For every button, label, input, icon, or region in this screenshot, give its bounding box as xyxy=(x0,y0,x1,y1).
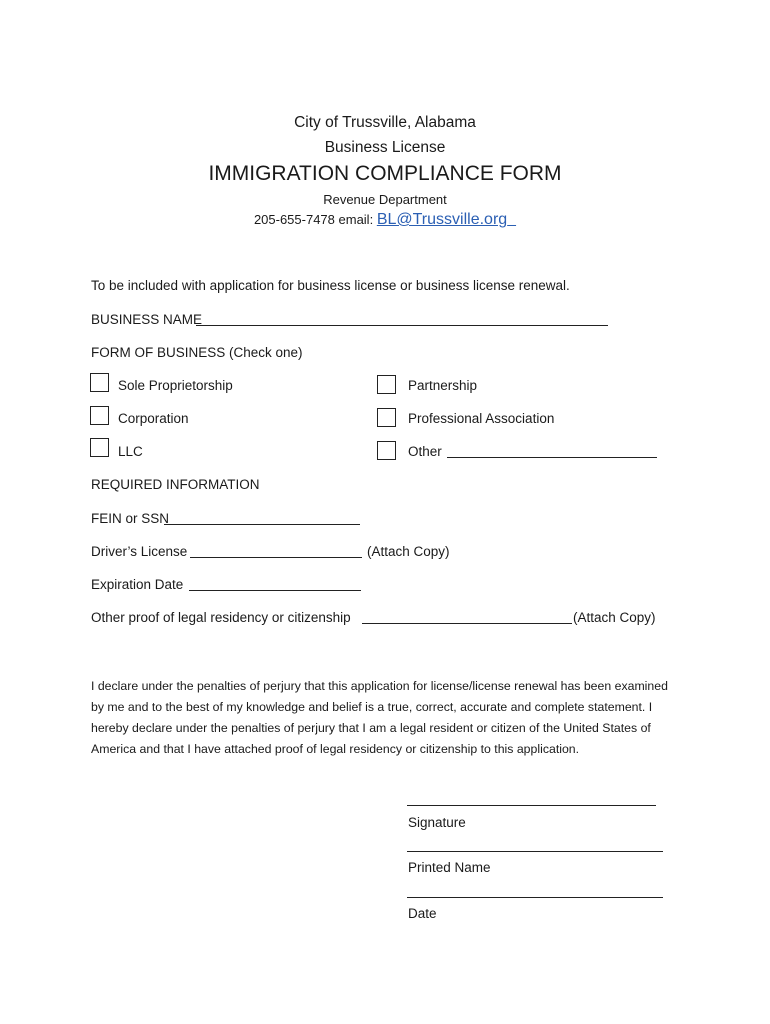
email-link[interactable]: BL@Trussville.org xyxy=(376,211,508,228)
professional-association-label: Professional Association xyxy=(408,411,555,426)
other-label: Other xyxy=(408,444,442,459)
phone: 205-655-7478 email: xyxy=(253,212,374,227)
corporation-label: Corporation xyxy=(118,411,189,426)
fein-field[interactable] xyxy=(164,524,360,525)
expiration-field[interactable] xyxy=(189,590,361,591)
fein-label: FEIN or SSN xyxy=(91,511,170,526)
other-proof-attach: (Attach Copy) xyxy=(573,610,656,625)
business-name-field[interactable] xyxy=(196,325,608,326)
license-heading: Business License xyxy=(324,139,446,156)
contact-line xyxy=(0,211,770,229)
date-label: Date xyxy=(408,906,437,921)
professional-association-checkbox[interactable] xyxy=(377,408,396,427)
other-proof-field[interactable] xyxy=(362,623,572,624)
declaration-text: I declare under the penalties of perjury that this application for license/license renewal has been examined by me and to the best of my knowledge and belief is a true, correct, accurate and complete statement. I hereby declare under the penalties of perjury that I am a legal resident or citizen of the United States of America and that I have attached proof of legal residency or citizenship to this application. xyxy=(91,679,668,756)
intro-text: To be included with application for business license or business license renewal. xyxy=(91,278,570,293)
partnership-checkbox[interactable] xyxy=(377,375,396,394)
signature-field[interactable] xyxy=(407,805,656,806)
other-field[interactable] xyxy=(447,457,657,458)
sole-proprietorship-checkbox[interactable] xyxy=(90,373,109,392)
drivers-license-field[interactable] xyxy=(190,557,362,558)
other-proof-label: Other proof of legal residency or citizenship xyxy=(91,610,351,625)
required-info-label: REQUIRED INFORMATION xyxy=(91,477,260,492)
llc-label: LLC xyxy=(118,444,143,459)
form-title: IMMIGRATION COMPLIANCE FORM xyxy=(208,162,562,185)
signature-label: Signature xyxy=(408,815,466,830)
form-of-business-label: FORM OF BUSINESS (Check one) xyxy=(91,345,303,360)
city-heading: City of Trussville, Alabama xyxy=(294,114,476,131)
date-field[interactable] xyxy=(407,897,663,898)
printed-name-field[interactable] xyxy=(407,851,663,852)
drivers-license-attach: (Attach Copy) xyxy=(367,544,450,559)
business-name-label: BUSINESS NAME xyxy=(91,312,203,327)
drivers-license-label: Driver’s License xyxy=(91,544,188,559)
expiration-label: Expiration Date xyxy=(91,577,184,592)
partnership-label: Partnership xyxy=(408,378,478,393)
printed-name-label: Printed Name xyxy=(408,860,491,875)
sole-proprietorship-label: Sole Proprietorship xyxy=(118,378,233,393)
corporation-checkbox[interactable] xyxy=(90,406,109,425)
department: Revenue Department xyxy=(323,192,447,207)
other-checkbox[interactable] xyxy=(377,441,396,460)
llc-checkbox[interactable] xyxy=(90,438,109,457)
